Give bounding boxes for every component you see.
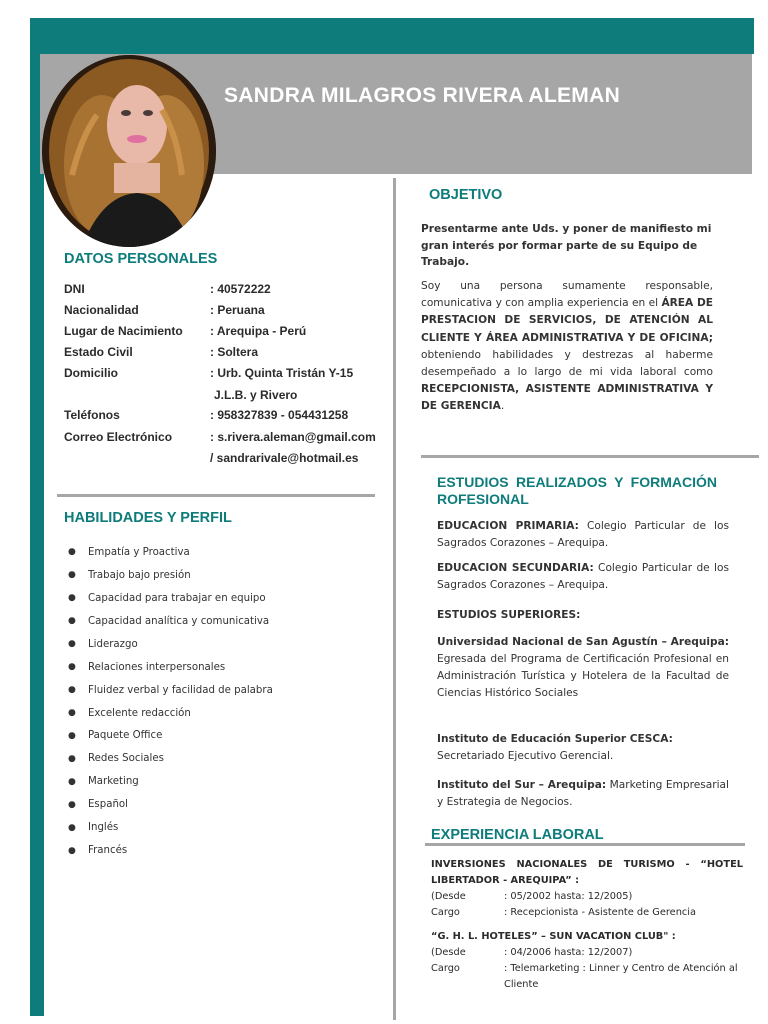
list-item: ● Excelente redacción bbox=[68, 707, 191, 719]
section-rule bbox=[421, 455, 759, 458]
section-rule bbox=[57, 494, 375, 497]
list-item: ● Capacidad analítica y comunicativa bbox=[68, 615, 270, 627]
domicilio-value: : Urb. Quinta Tristán Y-15 bbox=[210, 366, 354, 380]
datos-personales-heading: DATOS PERSONALES bbox=[64, 251, 218, 267]
estado-civil-value: : Soltera bbox=[210, 345, 259, 359]
section-rule bbox=[425, 843, 745, 846]
column-divider bbox=[393, 178, 396, 1020]
job-title: “G. H. L. HOTELES” – SUN VACATION CLUB" : bbox=[431, 931, 676, 942]
role-label: Cargo bbox=[431, 963, 460, 974]
period-label: (Desde bbox=[431, 947, 466, 958]
profile-photo bbox=[42, 55, 216, 247]
dni-value: : 40572222 bbox=[210, 282, 271, 296]
objetivo-description: Soy una persona sumamente responsable, comunicativa y con amplia experiencia en el ÁREA DE PRESTACION DE SERVICIOS, DE ATENCIÓN AL CLIENTE Y ÁREA ADMINISTRATIVA Y DE OFICINA; obteniendo habilidades y destrezas al haberme desempeñado a lo largo de mi vida laboral como RECEPCIONISTA, ASISTENTE ADMINISTRATIVA Y DE GERENCIA. bbox=[421, 280, 713, 413]
list-item: ● Español bbox=[68, 799, 128, 811]
estado-civil-label: Estado Civil bbox=[64, 345, 133, 359]
estudios-superiores-label: ESTUDIOS SUPERIORES: bbox=[437, 609, 581, 621]
telefonos-label: Teléfonos bbox=[64, 408, 120, 422]
list-item: ● Liderazgo bbox=[68, 638, 138, 650]
dni-label: DNI bbox=[64, 282, 85, 296]
correo-value: : s.rivera.aleman@gmail.com bbox=[210, 430, 376, 444]
nacionalidad-label: Nacionalidad bbox=[64, 303, 139, 317]
list-item: ● Empatía y Proactiva bbox=[68, 546, 190, 558]
objetivo-intro: Presentarme ante Uds. y poner de manifiesto mi gran interés por formar parte de su Equipo de Trabajo. bbox=[421, 223, 712, 268]
correo-value-line2: / sandrarivale@hotmail.es bbox=[210, 451, 359, 465]
period-value: : 05/2002 hasta: 12/2005) bbox=[504, 891, 633, 902]
list-item: ● Francés bbox=[68, 845, 128, 857]
list-item: ● Paquete Office bbox=[68, 730, 163, 742]
list-item: ● Trabajo bajo presión bbox=[68, 569, 191, 581]
period-value: : 04/2006 hasta: 12/2007) bbox=[504, 947, 633, 958]
header-accent-bar bbox=[32, 18, 754, 54]
role-label: Cargo bbox=[431, 907, 460, 918]
objetivo-heading: OBJETIVO bbox=[429, 187, 503, 203]
universidad-san-agustin: Universidad Nacional de San Agustín – Arequipa: Egresada del Programa de Certificación Profesional en Administración Turística y Hotelera de la Facultad de Ciencias Histórico Sociales bbox=[437, 636, 729, 699]
estudios-heading: ESTUDIOS REALIZADOS Y FORMACIÓN ROFESIONAL bbox=[437, 474, 717, 507]
list-item: ● Capacidad para trabajar en equipo bbox=[68, 592, 266, 604]
experiencia-heading: EXPERIENCIA LABORAL bbox=[431, 827, 604, 843]
list-item: ● Redes Sociales bbox=[68, 753, 164, 765]
period-label: (Desde bbox=[431, 891, 466, 902]
correo-label: Correo Electrónico bbox=[64, 430, 173, 444]
habilidades-heading: HABILIDADES Y PERFIL bbox=[64, 510, 232, 526]
telefonos-value: : 958327839 - 054431258 bbox=[210, 408, 349, 422]
domicilio-label: Domicilio bbox=[64, 366, 119, 380]
role-value: : Recepcionista - Asistente de Gerencia bbox=[504, 907, 697, 918]
job-title: INVERSIONES NACIONALES DE TURISMO - “HOTEL LIBERTADOR - AREQUIPA” : bbox=[431, 859, 743, 886]
job-entry bbox=[431, 929, 743, 993]
role-value: : Telemarketing : Linner y Centro de Atención al Cliente bbox=[504, 963, 738, 990]
lugar-nacimiento-value: : Arequipa - Perú bbox=[210, 324, 307, 338]
list-item: ● Fluidez verbal y facilidad de palabra bbox=[68, 684, 273, 696]
instituto-del-sur: Instituto del Sur – Arequipa: Marketing Empresarial y Estrategia de Negocios. bbox=[437, 779, 729, 808]
domicilio-value-line2: J.L.B. y Rivero bbox=[214, 388, 298, 402]
lugar-nacimiento-label: Lugar de Nacimiento bbox=[64, 324, 183, 338]
job-entry bbox=[431, 857, 743, 921]
list-item: ● Marketing bbox=[68, 776, 139, 788]
educacion-primaria: EDUCACION PRIMARIA: Colegio Particular de los Sagrados Corazones – Arequipa. bbox=[437, 520, 729, 549]
list-item: ● Inglés bbox=[68, 822, 119, 834]
instituto-cesca: Instituto de Educación Superior CESCA: Secretariado Ejecutivo Gerencial. bbox=[437, 733, 673, 762]
skills-list bbox=[64, 541, 273, 862]
educacion-secundaria: EDUCACION SECUNDARIA: Colegio Particular de los Sagrados Corazones – Arequipa. bbox=[437, 562, 729, 591]
list-item: ● Relaciones interpersonales bbox=[68, 661, 226, 673]
candidate-name: SANDRA MILAGROS RIVERA ALEMAN bbox=[224, 84, 621, 107]
nacionalidad-value: : Peruana bbox=[210, 303, 265, 317]
